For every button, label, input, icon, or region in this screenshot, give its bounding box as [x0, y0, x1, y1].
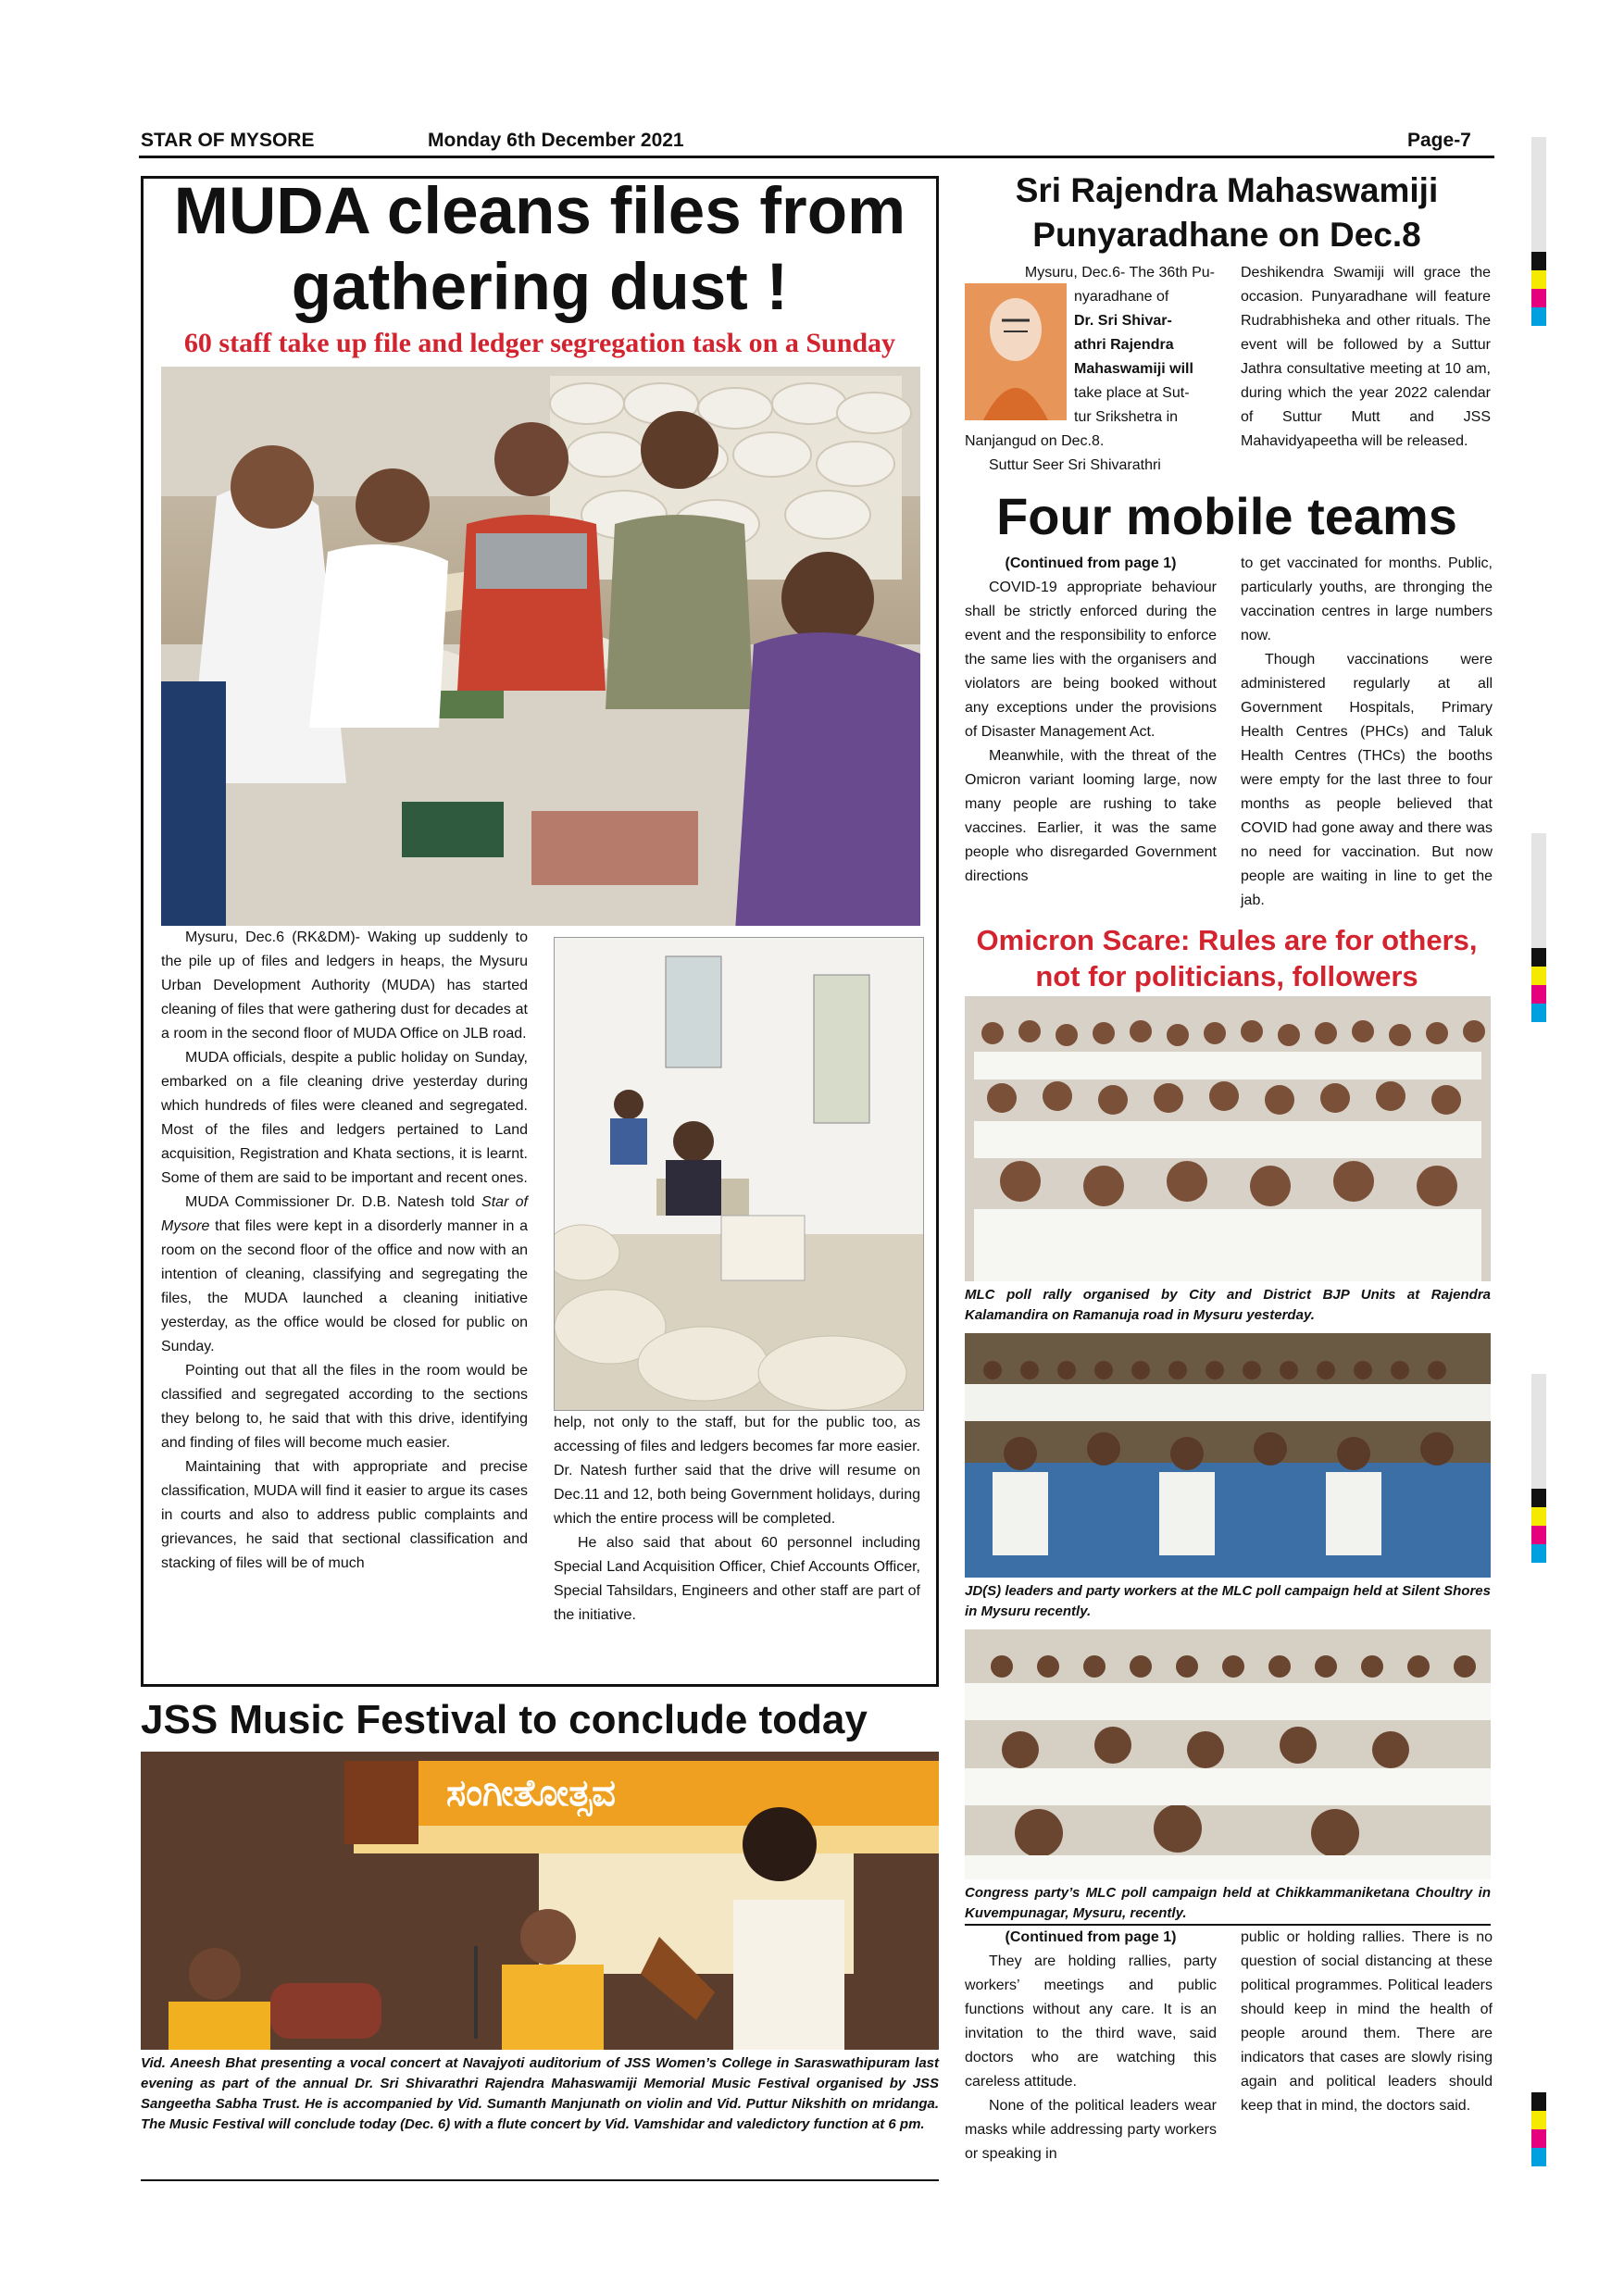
mobile-col2	[1241, 552, 1493, 913]
muda-p3	[161, 1191, 528, 1359]
rajendra-col1-wrap	[1024, 261, 1215, 430]
registration-bar-1	[1531, 137, 1546, 326]
muda-p3-italic: Star of Mysore	[161, 1194, 528, 1234]
jss-caption: Vid. Aneesh Bhat presenting a vocal concert at Navajyoti auditorium of JSS Women’s College in Saraswathipuram last evening as part of the annual Dr. Sri Shivarathri Rajendra Mahaswamiji Memorial Music Festival organised by JSS Sangeetha Sabha Trust. He is accompanied by Vid. Sumanth Manjunath on violin and Vid. Puttur Nikshith on mridanga. The Music Festival will conclude today (Dec. 6) with a flute concert by Vid. Vamshidar and valedictory function at 6 pm.	[141, 2055, 939, 2132]
rajendra-col1-bottom	[965, 430, 1215, 478]
bjp-rally-photo	[965, 996, 1491, 1281]
rajendra-col2	[1241, 261, 1491, 454]
crowd-illustration-2	[965, 1333, 1491, 1578]
rajendra-line1: nyaradhane of	[1074, 289, 1169, 305]
muda-p4: Pointing out that all the files in the room would be classified and segregated according to the sections they belong to, he said that with this drive, identifying and finding of files will become much easier.	[161, 1363, 528, 1451]
omicron-col1	[965, 1926, 1217, 2166]
muda-headline-line1: MUDA cleans files from	[173, 175, 906, 248]
rajendra-line4: Mahaswamiji will	[1074, 361, 1193, 377]
rajendra-line5: take place at Sut-	[1074, 385, 1190, 401]
omicron-col2	[1241, 1926, 1493, 2118]
jds-campaign-caption: JD(S) leaders and party workers at the MLC poll campaign held at Silent Shores in Mysuru recently.	[965, 1583, 1491, 1619]
congress-campaign-caption: Congress party’s MLC poll campaign held at Chikkammaniketana Choultry in Kuvempunagar, Mysuru, recently.	[965, 1885, 1491, 1921]
muda-p3-end: that files were kept in a disorderly manner in a room on the second floor of the office and now with an intention of cleaning, classifying and segregating the files, the MUDA launched a cleaning initiative yesterday, as the office would be closed for public on Sunday.	[161, 1218, 528, 1354]
masthead-rule	[139, 156, 1494, 158]
registration-bar-2	[1531, 833, 1546, 1022]
muda-p1: Mysuru, Dec.6 (RK&DM)- Waking up suddenly to the pile up of files and ledgers in heaps, the Mysuru Urban Development Authority (MUDA) has started cleaning of files that were gathering dust for decades at a room in the second floor of MUDA Office on JLB road.	[161, 930, 528, 1042]
omicron-headline	[959, 922, 1494, 994]
seer-portrait-illustration	[965, 283, 1067, 420]
rajendra-p1-end: Nanjangud on Dec.8.	[965, 433, 1105, 449]
mobile-col1	[965, 552, 1217, 889]
omicron-continued: (Continued from page 1)	[1005, 1929, 1177, 1945]
muda-headline	[146, 174, 933, 326]
muda-body-col2	[554, 1411, 920, 1628]
muda-room-illustration	[555, 938, 923, 1410]
jds-campaign-photo	[965, 1333, 1491, 1578]
muda-headline-line2: gathering dust !	[291, 251, 789, 324]
jss-banner-text: ಸಂಗೀತೋತ್ಸವ	[446, 1772, 616, 1815]
page-number: Page-7	[1407, 130, 1471, 151]
muda-p5: Maintaining that with appropriate and precise classification, MUDA will find it easier to argue its cases in courts and also to address public complaints and grievances, he said that sectional classification and stacking of files will be of much	[161, 1459, 528, 1571]
bjp-rally-caption: MLC poll rally organised by City and District BJP Units at Rajendra Kalamandira on Ramanuja road in Mysuru yesterday.	[965, 1287, 1491, 1323]
mobile-p4: Though vaccinations were administered regularly at all Government Hospitals, Primary Health Centres (PHCs) and Taluk Health Centres (THCs) the booths were empty for the last three to four months as people believed that COVID had gone away and there was no need for vaccination. But now people are waiting in line to get the jab.	[1241, 652, 1493, 908]
congress-campaign-photo	[965, 1629, 1491, 1879]
mobile-p3: to get vaccinated for months. Public, particularly youths, are thronging the vaccination centres in large numbers now.	[1241, 555, 1493, 643]
paper-name: STAR OF MYSORE	[141, 130, 315, 151]
issue-date: Monday 6th December 2021	[428, 130, 684, 151]
mobile-p2: Meanwhile, with the threat of the Omicron variant looming large, now many people are rushing to take vaccines. Earlier, it was the same people who disregarded Government directions	[965, 748, 1217, 884]
muda-p7: He also said that about 60 personnel including Special Land Acquisition Officer, Chief Accounts Officer, Special Tahsildars, Engineers and other staff are part of the initiative.	[554, 1535, 920, 1623]
registration-bar-4	[1531, 2092, 1546, 2166]
muda-second-photo	[554, 937, 924, 1411]
mobile-continued: (Continued from page 1)	[1005, 555, 1177, 571]
rajendra-line2: Dr. Sri Shivar-	[1074, 313, 1172, 329]
muda-subhead: 60 staff take up file and ledger segregation task on a Sunday	[183, 328, 896, 358]
rajendra-headline-line1: Sri Rajendra Mahaswamiji	[1015, 171, 1439, 209]
muda-p6: help, not only to the staff, but for the public too, as accessing of files and ledgers becomes far more easier. Dr. Natesh further said that the drive will resume on Dec.11 and 12, both being Government holidays, during which the entire process will be completed.	[554, 1415, 920, 1527]
crowd-illustration-3	[965, 1629, 1491, 1879]
muda-body-col1	[161, 926, 528, 1576]
omicron-headline-line1: Omicron Scare: Rules are for others,	[976, 924, 1478, 956]
jss-concert-photo	[141, 1752, 939, 2050]
mobile-headline: Four mobile teams	[996, 487, 1457, 545]
registration-bar-3	[1531, 1374, 1546, 1563]
jss-caption-rule	[141, 2179, 939, 2181]
crowd-illustration-1	[965, 996, 1491, 1281]
rajendra-headline	[959, 168, 1494, 257]
rajendra-line6: tur Srikshetra in	[1074, 409, 1179, 425]
jss-headline: JSS Music Festival to conclude today	[141, 1697, 868, 1742]
rajendra-headline-line2: Punyaradhane on Dec.8	[1032, 216, 1421, 254]
rajendra-p2: Suttur Seer Sri Shivarathri	[989, 457, 1161, 473]
mobile-p1: COVID-19 appropriate behaviour shall be strictly enforced during the event and the responsibility to enforce the same lies with the organisers and violators are being booked without any exceptions under the provisions of Disaster Management Act.	[965, 580, 1217, 740]
omicron-p2: None of the political leaders wear masks while addressing party workers or speaking in	[965, 2098, 1217, 2162]
rajendra-line3: athri Rajendra	[1074, 337, 1174, 353]
muda-p2: MUDA officials, despite a public holiday on Sunday, embarked on a file cleaning drive yesterday during which hundreds of files were cleaned and segregated. Most of the files and ledgers pertained to Land acquisition, Registration and Khata sections, it is learnt. Some of them are said to be important and recent ones.	[161, 1050, 528, 1186]
seer-portrait	[965, 283, 1067, 420]
omicron-p1: They are holding rallies, party workers’ meetings and public functions without any care. It is an invitation to the third wave, said doctors who are watching this careless attitude.	[965, 1953, 1217, 2090]
omicron-headline-line2: not for politicians, followers	[1035, 960, 1418, 992]
rajendra-col2-text: Deshikendra Swamiji will grace the occasion. Punyaradhane will feature Rudrabhisheka and other rituals. The event will be followed by a Suttur Jathra consultative meeting at 10 am, during which the year 2022 calendar of Suttur Mutt and JSS Mahavidyapeetha will be released.	[1241, 265, 1491, 449]
muda-photo-illustration	[161, 367, 920, 926]
rajendra-line0: Mysuru, Dec.6- The 36th Pu-	[1024, 265, 1215, 281]
muda-main-photo	[161, 367, 920, 926]
omicron-p3: public or holding rallies. There is no question of social distancing at these political programmes. Political leaders should keep in mind the health of people around them. There are indicators that cases are slowly rising again and political leaders should keep that in mind, the doctors said.	[1241, 1929, 1493, 2114]
muda-p3-start: MUDA Commissioner Dr. D.B. Natesh told	[185, 1194, 482, 1210]
